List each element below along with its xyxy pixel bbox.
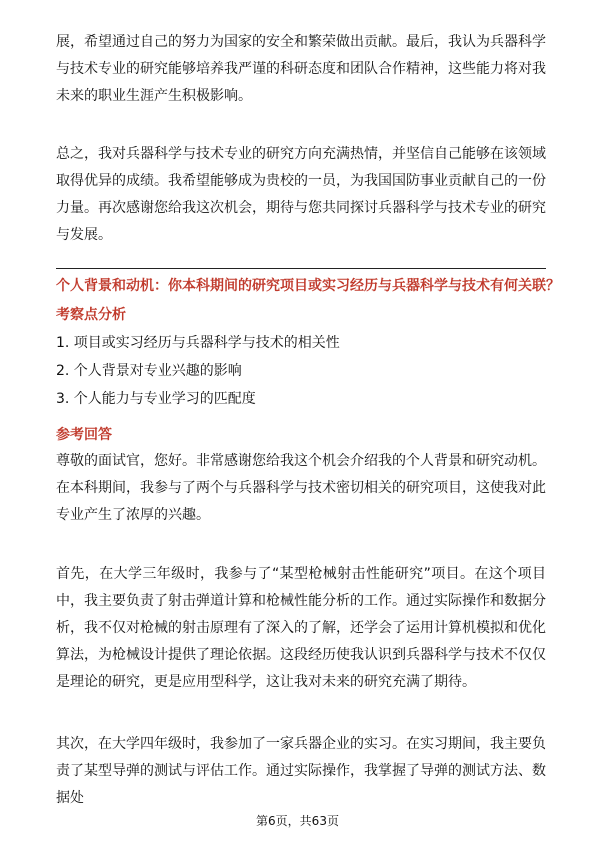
summary-paragraph: 总之，我对兵器科学与技术专业的研究方向充满热情，并坚信自己能够在该领域取得优异的成绩。我希望能够成为贵校的一员，为我国国防事业贡献自己的一份力量。再次感谢您给我这次机会，期待与您共同探讨兵器科学与技术专业的研究与发展。 xyxy=(56,146,546,243)
analysis-item-3: 3. 个人能力与专业学习的匹配度 xyxy=(56,391,256,407)
question-heading: 个人背景和动机：你本科期间的研究项目或实习经历与兵器科学与技术有何关联？ xyxy=(56,278,560,294)
analysis-label: 考察点分析 xyxy=(56,307,126,323)
answer-paragraph-2: 首先，在大学三年级时，我参与了“某型枪械射击性能研究”项目。在这个项目中，我主要负责了射击弹道计算和枪械性能分析的工作。通过实际操作和数据分析，我不仅对枪械的射击原理有了深入的了解，还学会了运用计算机模拟和优化算法，为枪械设计提供了理论依据。这段经历使我认识到兵器科学与技术不仅仅是理论的研究，更是应用型科学，这让我对未来的研究充满了期待。 xyxy=(56,566,546,690)
answer-paragraph-3: 其次，在大学四年级时，我参加了一家兵器企业的实习。在实习期间，我主要负责了某型导弹的测试与评估工作。通过实际操作，我掌握了导弹的测试方法、数据处 xyxy=(56,736,546,806)
answer-label: 参考回答 xyxy=(56,427,112,443)
intro-tail-paragraph: 展，希望通过自己的努力为国家的安全和繁荣做出贡献。最后，我认为兵器科学与技术专业的研究能够培养我严谨的科研态度和团队合作精神，这些能力将对我未来的职业生涯产生积极影响。 xyxy=(56,34,546,104)
page-number: 第6页，共63页 xyxy=(256,814,339,828)
analysis-item-1: 1. 项目或实习经历与兵器科学与技术的相关性 xyxy=(56,335,340,351)
answer-paragraph-1: 尊敬的面试官，您好。非常感谢您给我这个机会介绍我的个人背景和研究动机。在本科期间，我参与了两个与兵器科学与技术密切相关的研究项目，这使我对此专业产生了浓厚的兴趣。 xyxy=(56,453,546,523)
analysis-item-2: 2. 个人背景对专业兴趣的影响 xyxy=(56,363,242,379)
section-divider xyxy=(56,268,546,269)
